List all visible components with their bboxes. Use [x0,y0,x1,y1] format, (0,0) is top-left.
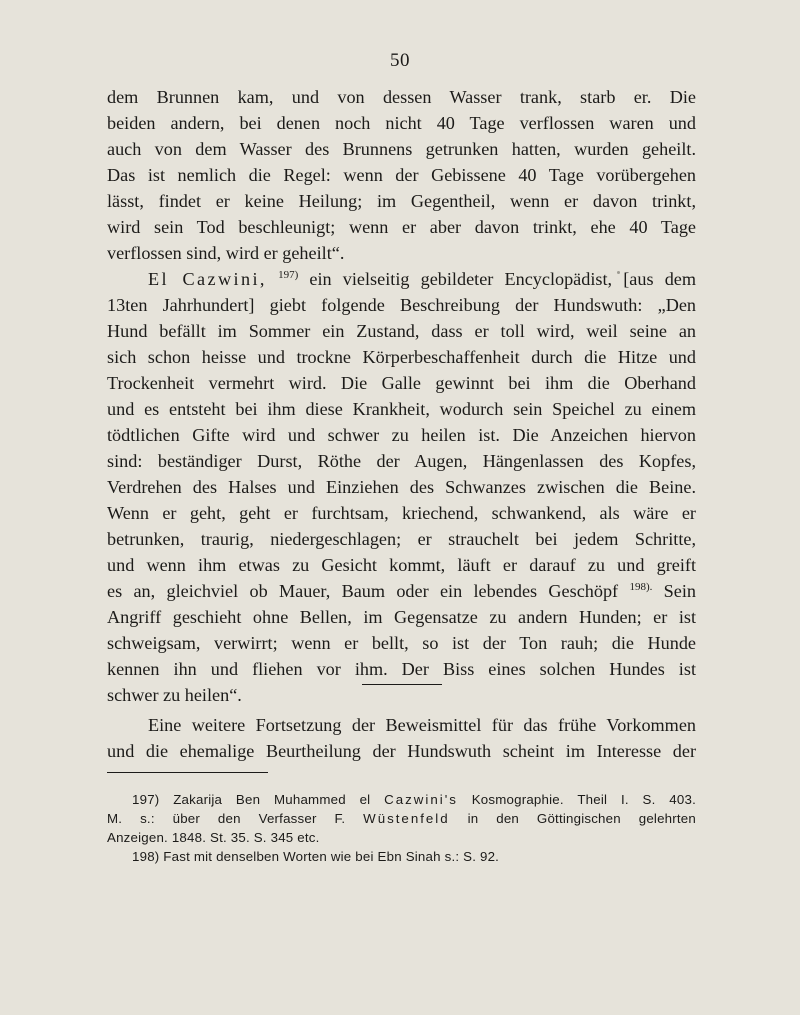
body-line: kennen ihn und fliehen vor ihm. Der Biss eines solchen Hundes ist [107,659,696,679]
body-text: ein vielseitig gebildeter Encyclopädist, [aus dem [309,269,697,289]
body-line: Hund befällt im Sommer ein Zustand, dass er toll wird, weil seine an [107,321,696,341]
body-line: sind: beständiger Durst, Röthe der Augen, Hängenlassen des Kopfes, [107,451,696,471]
body-line: 13ten Jahrhundert] giebt folgende Beschreibung der Hundswuth: „Den [107,295,696,315]
footnote-ref: 198). [629,581,653,593]
footnote-text: Kosmographie. Theil I. S. 403. [471,792,696,807]
author-name: Wüstenfeld [363,811,450,826]
body-line: Das ist nemlich die Regel: wenn der Gebissene 40 Tage vorübergehen [107,165,696,185]
footnote-198: 198) Fast mit denselben Worten wie bei Ebn Sinah s.: S. 92. [132,849,500,864]
body-text: es an, gleichviel ob Mauer, Baum oder ein lebendes Geschöpf [107,581,619,601]
body-line: Trockenheit vermehrt wird. Die Galle gewinnt bei ihm die Oberhand [107,373,696,393]
body-line: Wenn er geht, geht er furchtsam, kriechend, schwankend, als wäre er [107,503,696,523]
body-line: verflossen sind, wird er geheilt“. [107,243,345,263]
body-line: und es entsteht bei ihm diese Krankheit, wodurch sein Speichel zu einem [107,399,696,419]
body-line: Angriff geschieht ohne Bellen, im Gegensatze zu andern Hunden; er ist [107,607,696,627]
body-line: lässt, findet er keine Heilung; im Gegentheil, wenn er davon trinkt, [107,191,696,211]
body-line: und wenn ihm etwas zu Gesicht kommt, läuft er darauf zu und greift [107,555,696,575]
footnote-ref: 197) [278,269,299,281]
footnote-divider [107,772,268,773]
footnote-text: in den Göttingischen gelehrten [467,811,696,826]
body-line: tödtlichen Gifte wird und schwer zu heilen ist. Die Anzeichen hiervon [107,425,696,445]
body-line: betrunken, traurig, niedergeschlagen; er strauchelt bei jedem Schritte, [107,529,696,549]
body-line: schwer zu heilen“. [107,685,242,705]
body-line: dem Brunnen kam, und von dessen Wasser trank, starb er. Die [107,87,696,107]
footnote-text: M. s.: über den Verfasser F. [107,811,346,826]
section-divider [362,684,442,685]
body-line [148,266,696,292]
author-name: El Cazwini, [148,269,267,289]
body-line: Verdrehen des Halses und Einziehen des Schwanzes zwischen die Beine. [107,477,696,497]
body-line: und die ehemalige Beurtheilung der Hundswuth scheint im Interesse der [107,741,696,761]
body-text: Sein [663,581,697,601]
body-line: beiden andern, bei denen noch nicht 40 Tage verflossen waren und [107,113,696,133]
body-line [107,578,696,604]
footnote-197 [132,790,696,809]
body-line: auch von dem Wasser des Brunnens getrunken hatten, wurden geheilt. [107,139,696,159]
body-line: sich schon heisse und trockne Körperbeschaffenheit durch die Hitze und [107,347,696,367]
author-name: Cazwini's [384,792,458,807]
body-line: schweigsam, verwirrt; wenn er bellt, so ist der Ton rauh; die Hunde [107,633,696,653]
footnote-197-end: Anzeigen. 1848. St. 35. S. 345 etc. [107,830,320,845]
footnote-text: 197) Zakarija Ben Muhammed el [132,792,371,807]
page-number: 50 [390,50,410,71]
footnote-197-continued [107,809,696,828]
body-line: Eine weitere Fortsetzung der Beweismittel für das frühe Vorkommen [148,715,696,735]
body-line: wird sein Tod beschleunigt; wenn er aber davon trinkt, ehe 40 Tage [107,217,696,237]
